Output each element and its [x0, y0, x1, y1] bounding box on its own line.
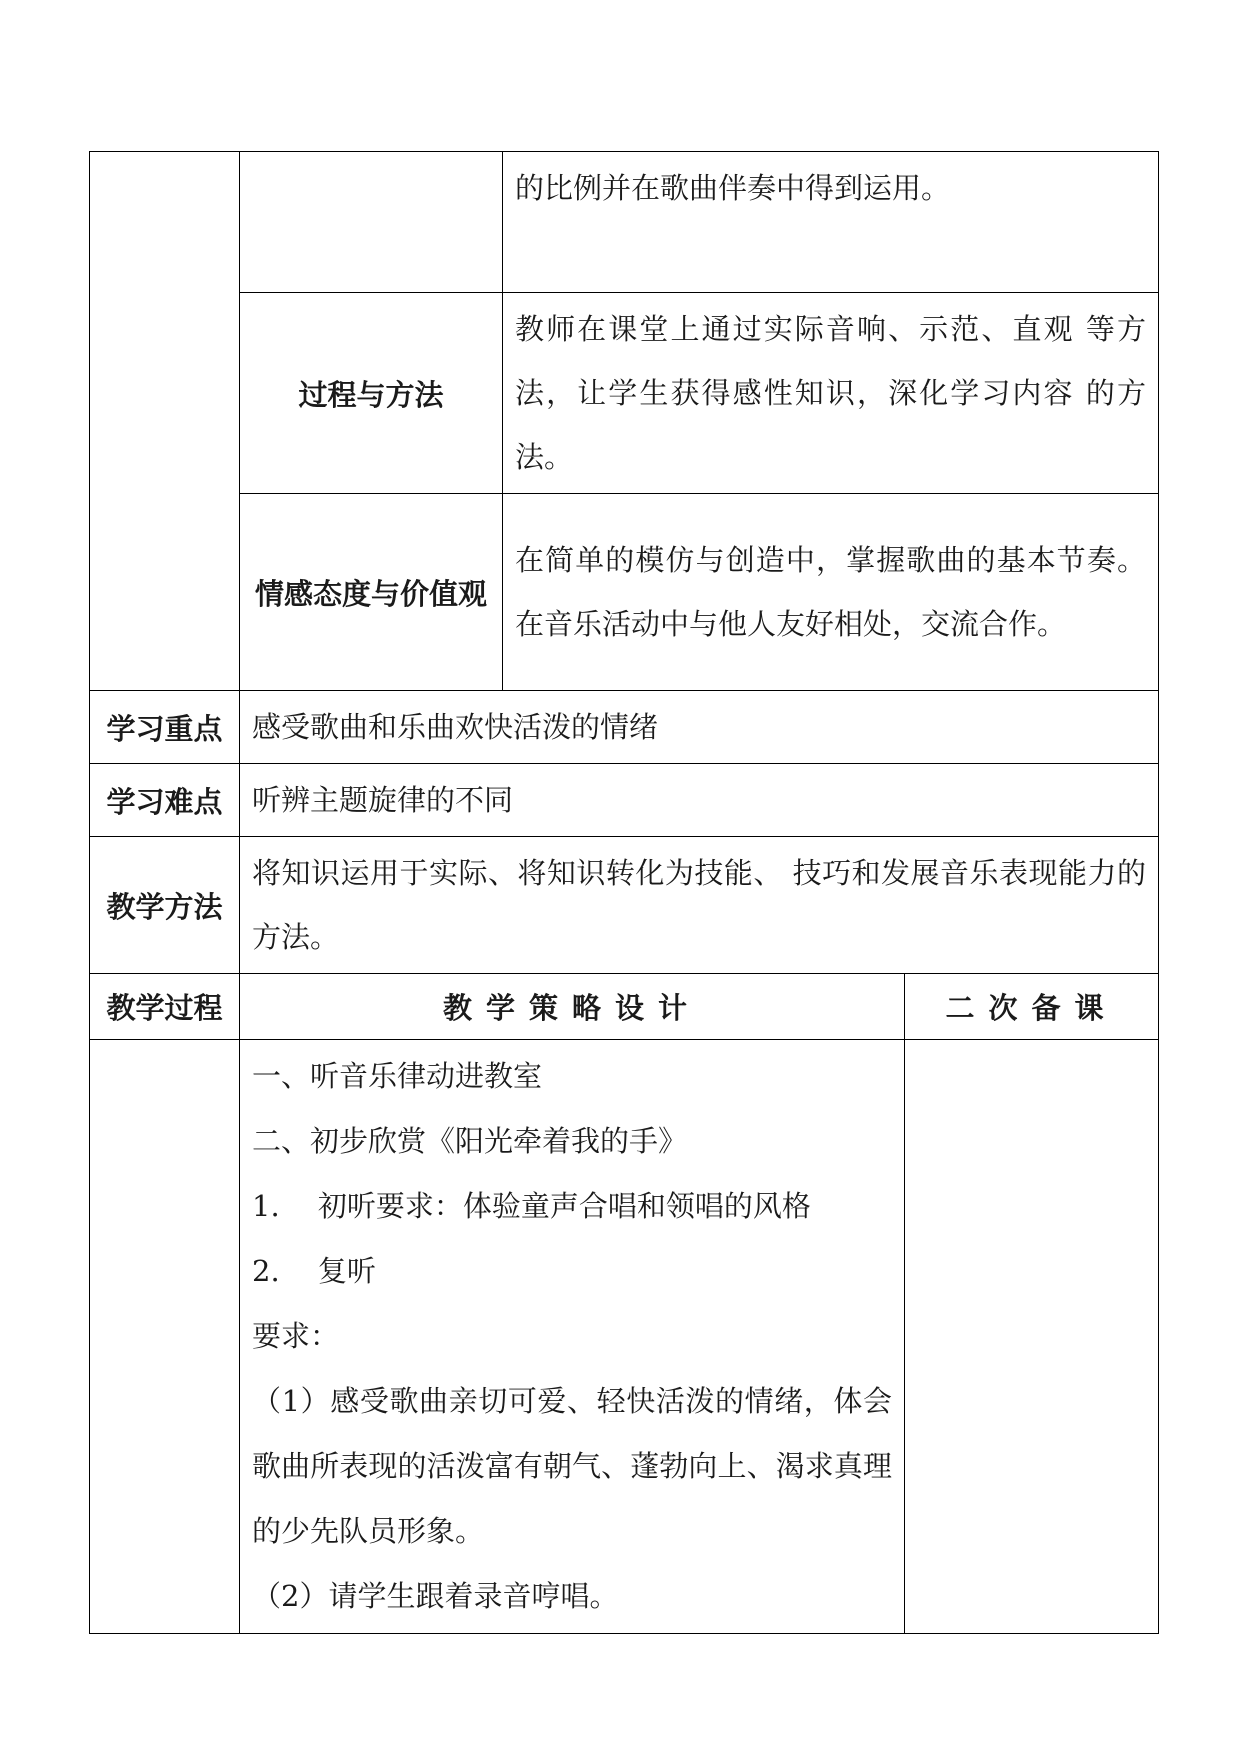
- process-step-line: 二、初步欣赏《阳光牵着我的手》: [252, 1124, 688, 1158]
- emotion-values-text: 在简单的模仿与创造中，掌握歌曲的基本节奏。在音乐活动中与他人友好相处，交流合作。: [503, 494, 1159, 691]
- knowledge-text: 的比例并在歌曲伴奏中得到运用。: [515, 171, 951, 205]
- process-step-line: 1. 初听要求：体验童声合唱和领唱的风格: [252, 1189, 811, 1223]
- objectives-outer-cell: [90, 152, 240, 691]
- table-row-key-point: [90, 691, 1159, 764]
- second-prep-header: 二次备课: [905, 974, 1159, 1040]
- teaching-method-label: 教学方法: [90, 837, 240, 974]
- difficulty-text: 听辨主题旋律的不同: [240, 764, 1159, 837]
- process-step-line: 2. 复听: [252, 1254, 376, 1288]
- table-row-teaching-method: [90, 837, 1159, 974]
- table-row-process-method: [90, 293, 1159, 494]
- process-steps-cell: [240, 1040, 905, 1634]
- process-method-text: 教师在课堂上通过实际音响、示范、直观 等方法，让学生获得感性知识，深化学习内容 的方法。: [503, 293, 1159, 494]
- knowledge-label-cell: [240, 152, 503, 293]
- process-step-line: 要求：: [252, 1319, 340, 1353]
- process-header-label: 教学过程: [90, 974, 240, 1040]
- lesson-plan-table: [89, 151, 1159, 1634]
- process-empty-cell: [90, 1040, 240, 1634]
- process-step-line: （1）感受歌曲亲切可爱、轻快活泼的情绪，体会歌曲所表现的活泼富有朝气、蓬勃向上、渴求真理的少先队员形象。: [252, 1384, 892, 1548]
- difficulty-label: 学习难点: [90, 764, 240, 837]
- process-method-label: 过程与方法: [240, 293, 503, 494]
- table-row-emotion-values: [90, 494, 1159, 691]
- teaching-method-text: 将知识运用于实际、将知识转化为技能、 技巧和发展音乐表现能力的方法。: [240, 837, 1159, 974]
- second-prep-cell: [905, 1040, 1159, 1634]
- table-row-process-content: [90, 1040, 1159, 1634]
- process-step-line: 一、听音乐律动进教室: [252, 1059, 543, 1093]
- emotion-values-label: 情感态度与价值观: [240, 494, 503, 691]
- strategy-design-header: 教学策略设计: [240, 974, 905, 1040]
- table-row-process-header: [90, 974, 1159, 1040]
- process-step-line: （2）请学生跟着录音哼唱。: [252, 1579, 619, 1613]
- knowledge-text-cell: [503, 152, 1159, 293]
- key-point-text: 感受歌曲和乐曲欢快活泼的情绪: [240, 691, 1159, 764]
- table-row-difficulty: [90, 764, 1159, 837]
- table-row-knowledge-continued: [90, 152, 1159, 293]
- key-point-label: 学习重点: [90, 691, 240, 764]
